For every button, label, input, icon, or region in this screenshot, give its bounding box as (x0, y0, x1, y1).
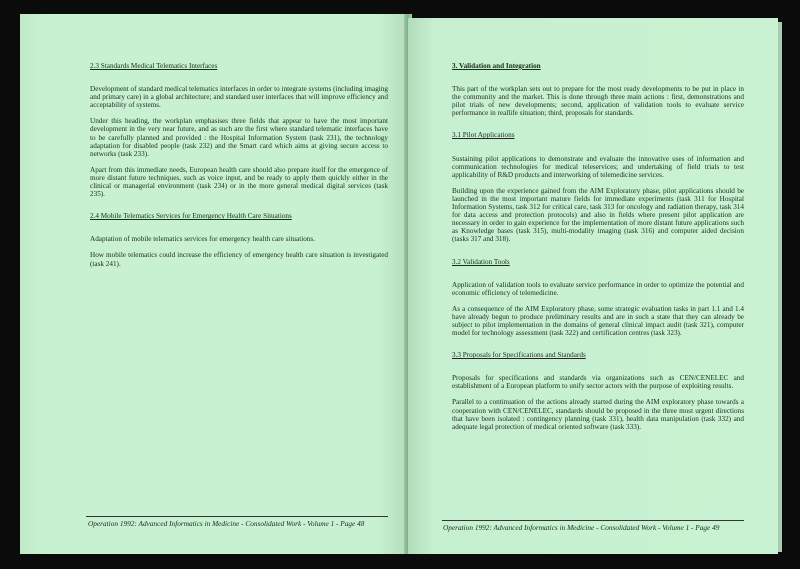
left-page-footer: Operation 1992: Advanced Informatics in Medicine - Consolidated Work - Volume 1 - Page 48 (88, 519, 365, 528)
section-2-3-paragraph: Apart from this immediate needs, European health care should also prepare itself for the emergence of more distant future techniques, such as voice input, and be ready to apply them quickly either in the clinical or managerial environment (task 234) or in the more general medical digital services (task 235). (90, 165, 388, 199)
section-2-3-heading: 2.3 Standards Medical Telematics Interfaces (90, 62, 218, 70)
left-page (20, 14, 408, 554)
section-3-1-heading: 3.1 Pilot Applications (452, 131, 515, 140)
section-3-2-paragraph: Application of validation tools to evaluate service performance in order to optimize the potential and economic efficiency of telemedicine. (452, 280, 744, 297)
section-2-3-paragraph: Development of standard medical telematics interfaces in order to integrate systems (including imaging and primary care) in a global architecture; and standard user interfaces that will improve efficiency and acceptability of systems. (90, 85, 388, 110)
section-2-4-paragraph: Adaptation of mobile telematics services for emergency health care situations. (90, 235, 315, 244)
section-3-1-paragraph: Building upon the experience gained from the AIM Exploratory phase, pilot applications should be launched in the most important mature fields for immediate experiments (task 311 for Hospital Information Systems, task 312 for critical care, task 313 for oncology and radiation therapy, task 314 for data access and protection protocols) and also in fields where present pilot application are necessary in order to gain experience for the implementation of more distant future applications such as Knowledge bases (task 315), multi-modality imaging (task 316) and computer aided decision (tasks 317 and 318). (452, 186, 744, 244)
section-3-1-paragraph: Sustaining pilot applications to demonstrate and evaluate the innovative uses of information and communication technologies for medical teleservices; and undertaking of field trials to test applicability of R&D products and interworking of telemedicine services. (452, 154, 744, 179)
section-2-4-heading: 2.4 Mobile Telematics Services for Emergency Health Care Situations (90, 212, 292, 221)
right-page-footer: Operation 1992: Advanced Informatics in Medicine - Consolidated Work - Volume 1 - Page 49 (443, 523, 720, 532)
left-footer-rule (86, 516, 388, 517)
section-3-2-paragraph: As a consequence of the AIM Exploratory phase, some strategic evaluation tasks in part 1.1 and 1.4 have already begun to produce preliminary results and are in such a state that they can already be subject to pilot implementation in the domains of general clinical impact audit (task 321), computer model for technology assessment (task 322) and certification centres (task 323). (452, 304, 744, 338)
section-3-3-heading: 3.3 Proposals for Specifications and Standards (452, 351, 586, 360)
right-footer-rule (442, 520, 744, 521)
section-3-2-heading: 3.2 Validation Tools (452, 257, 510, 266)
chapter-3-title: 3. Validation and Integration (452, 62, 541, 70)
right-page (408, 18, 778, 554)
section-2-4-paragraph: How mobile telematics could increase the efficiency of emergency health care situation is investigated (task 241). (90, 251, 388, 268)
left-page-content (90, 62, 388, 276)
chapter-3-intro: This part of the workplan sets out to prepare for the most ready developments to be put in place in the community and the market. This is done through three main actions : first, demonstrations and pilot trials of new developments; second, application of validation tools to evaluate service performance in reallife situation; third, proposals for standards. (452, 85, 744, 118)
section-2-3-paragraph: Under this heading, the workplan emphasises three fields that appear to have the most important development in the very near future, and as such are the first where standard telematic interfaces have to be carefully planned and provided : the Hospital Information System (task 231), the technology adaptation for disabled people (task 232) and the Smart card which aims at giving secure access to networks (task 233). (90, 117, 388, 158)
section-3-3-paragraph: Proposals for specifications and standards via organizations such as CEN/CENELEC and establishment of a European platform to unify sector actors with the purpose of exploiting results. (452, 374, 744, 391)
page-stack-edge (778, 22, 782, 552)
right-page-content (452, 62, 744, 439)
section-3-3-paragraph: Parallel to a continuation of the actions already started during the AIM exploratory phase towards a cooperation with CEN/CENELEC, standards should be proposed in the three most urgent directions that have been isolated : contingency planning (task 331), health data manipulation (task 332) and adequate legal protection of medical oriented software (task 333). (452, 398, 744, 431)
